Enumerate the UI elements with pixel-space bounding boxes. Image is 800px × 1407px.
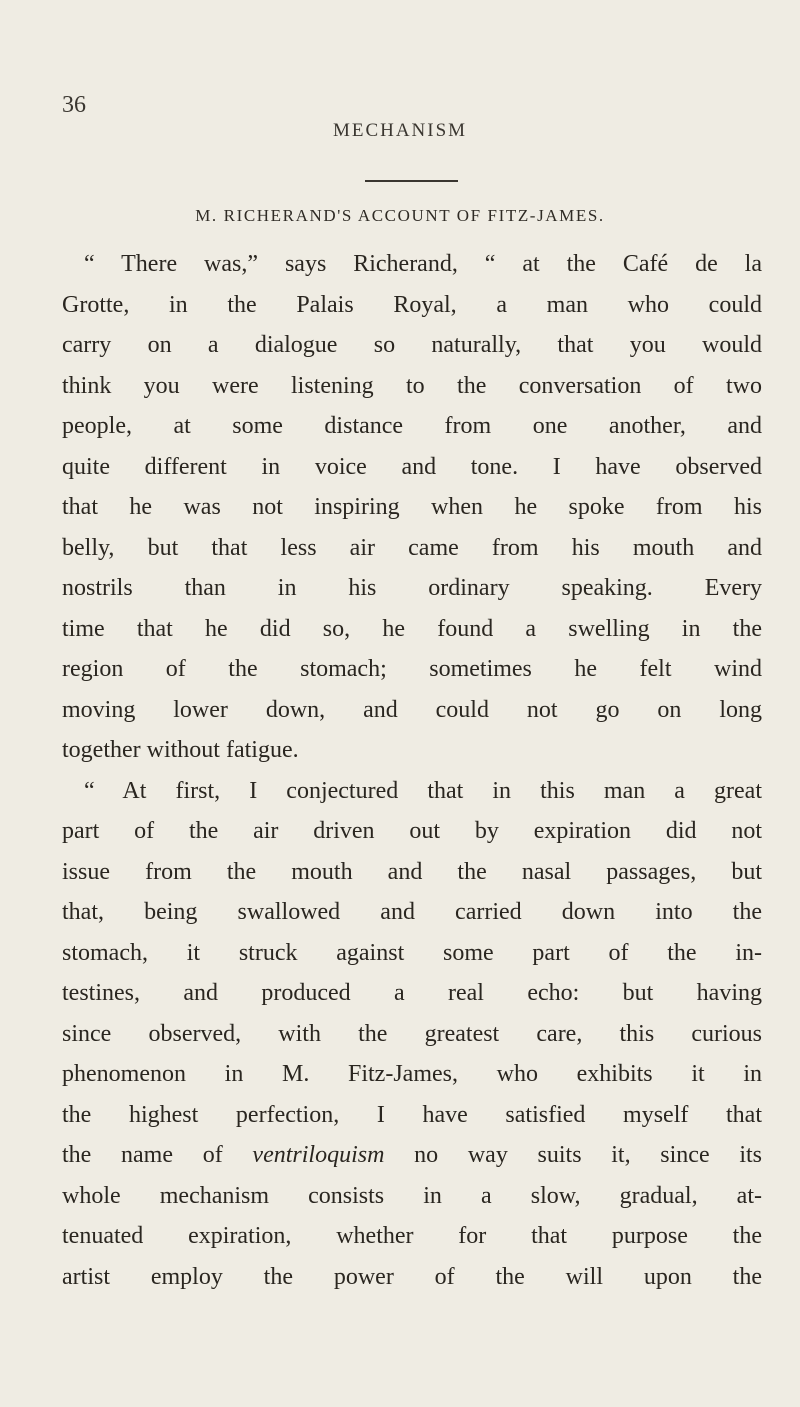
italic-term: ventriloquism	[252, 1142, 385, 1168]
text-line: “ At first, I conjectured that in this man a great	[84, 777, 762, 804]
text-line: stomach, it struck against some part of the in-	[62, 939, 762, 966]
text-line: Grotte, in the Palais Royal, a man who could	[62, 291, 762, 318]
text-line: issue from the mouth and the nasal passages, but	[62, 858, 762, 885]
text-line: think you were listening to the conversation of two	[62, 372, 762, 399]
text-line	[62, 1135, 762, 1176]
text-line: that, being swallowed and carried down into the	[62, 899, 762, 925]
text-line: moving lower down, and could not go on long	[62, 696, 762, 723]
text-run: no way suits it, since its	[384, 1142, 762, 1168]
page-number: 36	[62, 92, 86, 118]
text-run: the name of	[62, 1142, 253, 1168]
text-line: quite different in voice and tone. I have observed	[62, 453, 762, 480]
text-line: since observed, with the greatest care, this curious	[62, 1020, 762, 1047]
text-line: carry on a dialogue so naturally, that you would	[62, 332, 762, 358]
text-line: artist employ the power of the will upon the	[62, 1263, 762, 1290]
section-heading: M. RICHERAND'S ACCOUNT OF FITZ-JAMES.	[195, 206, 605, 225]
text-line: nostrils than in his ordinary speaking. Every	[62, 575, 762, 601]
text-line: “ There was,” says Richerand, “ at the Café de la	[84, 251, 762, 277]
running-head: MECHANISM	[332, 120, 468, 141]
text-line: tenuated expiration, whether for that purpose the	[62, 1223, 762, 1249]
text-line: together without fatigue.	[62, 737, 299, 763]
body-text	[62, 244, 762, 1297]
text-line: the highest perfection, I have satisfied myself that	[62, 1101, 762, 1128]
text-line: region of the stomach; sometimes he felt wind	[62, 656, 762, 682]
text-line: phenomenon in M. Fitz-James, who exhibits it in	[62, 1061, 762, 1087]
text-line: that he was not inspiring when he spoke from his	[62, 494, 762, 520]
text-line: people, at some distance from one another, and	[62, 413, 762, 439]
text-line: testines, and produced a real echo: but having	[62, 980, 762, 1006]
text-line: belly, but that less air came from his mouth and	[62, 534, 762, 561]
header-rule	[365, 180, 458, 182]
text-line: whole mechanism consists in a slow, gradual, at-	[62, 1182, 762, 1209]
text-line: time that he did so, he found a swelling in the	[62, 615, 762, 642]
text-line: part of the air driven out by expiration did not	[62, 818, 762, 844]
